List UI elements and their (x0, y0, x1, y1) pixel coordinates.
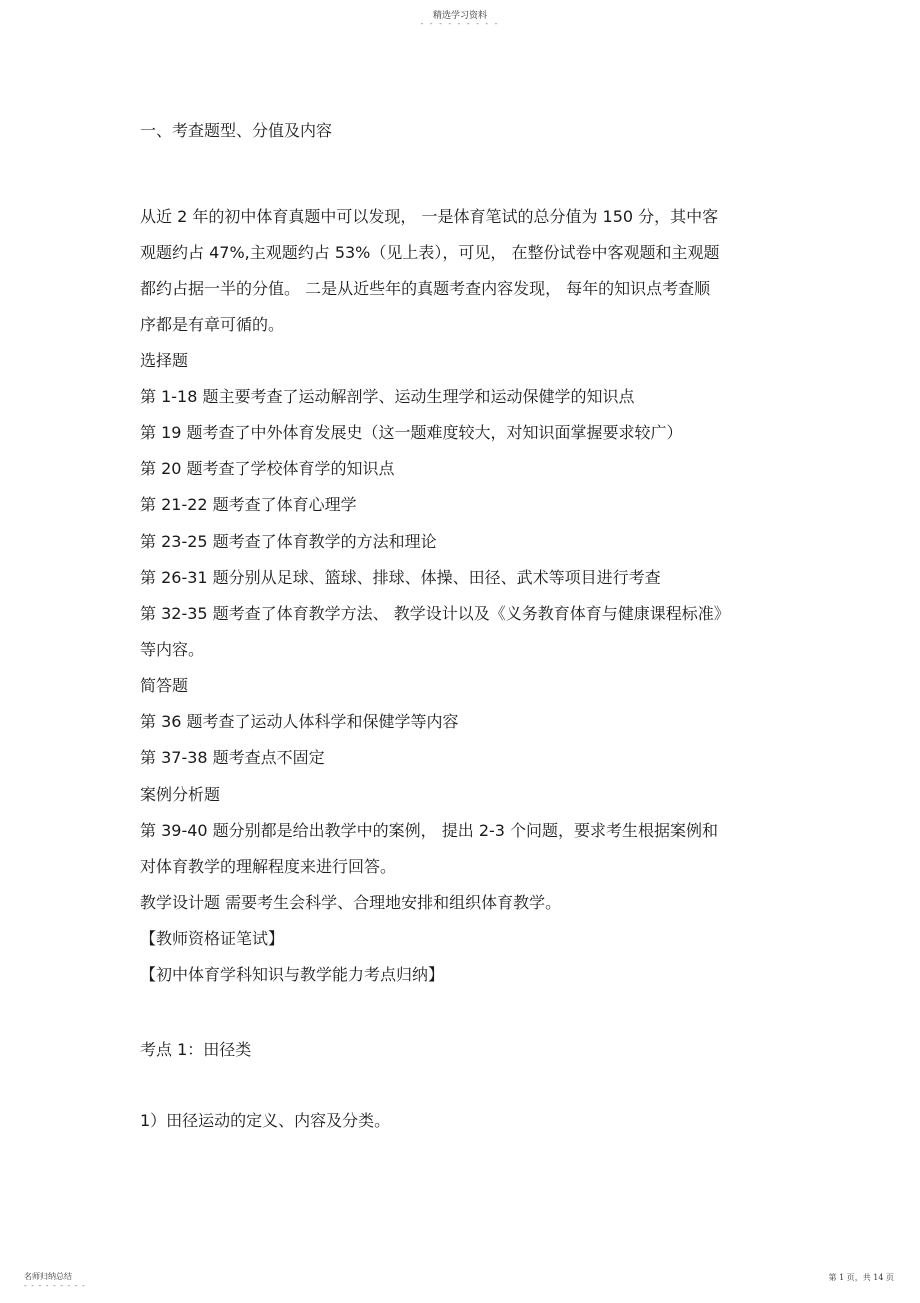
page-number: 第 1 页，共 14 页 (828, 1273, 894, 1282)
list-item: 等内容。 (140, 640, 205, 659)
list-item: 第 21-22 题考查了体育心理学 (140, 495, 357, 514)
list-item: 第 26-31 题分别从足球、篮球、排球、体操、田径、武术等项目进行考查 (140, 568, 661, 587)
list-item: 【教师资格证笔试】 (140, 929, 285, 948)
list-item: 对体育教学的理解程度来进行回答。 (140, 857, 397, 876)
list-item: 第 37-38 题考查点不固定 (140, 748, 325, 767)
list-item: 选择题 (140, 351, 189, 370)
paragraph-line-1: 从近 2 年的初中体育真题中可以发现， 一是体育笔试的总分值为 150 分，其中客 (140, 207, 719, 226)
list-item: 教学设计题 需要考生会科学、合理地安排和组织体育教学。 (140, 893, 562, 912)
list-item: 【初中体育学科知识与教学能力考点归纳】 (140, 965, 445, 984)
list-item: 案例分析题 (140, 785, 221, 804)
sub-item: 1）田径运动的定义、内容及分类。 (140, 1111, 391, 1130)
list-item: 第 32-35 题考查了体育教学方法、 教学设计以及《义务教育体育与健康课程标准》 (140, 604, 730, 623)
header-dashes: - - - - - - - - - (420, 19, 500, 28)
paragraph-line-3: 都约占据一半的分值。 二是从近些年的真题考查内容发现， 每年的知识点考查顺 (140, 279, 711, 298)
paragraph-line-2: 观题约占 47%,主观题约占 53%（见上表），可见， 在整份试卷中客观题和主观题 (140, 243, 720, 262)
list-item: 第 36 题考查了运动人体科学和保健学等内容 (140, 712, 459, 731)
list-item: 第 20 题考查了学校体育学的知识点 (140, 459, 395, 478)
footer-left (24, 1271, 86, 1290)
footer-left-dashes: - - - - - - - - - (24, 1281, 86, 1290)
paragraph-line-4: 序都是有章可循的。 (140, 315, 285, 334)
section-heading: 一、考查题型、分值及内容 (140, 121, 333, 140)
list-item: 第 39-40 题分别都是给出教学中的案例， 提出 2-3 个问题，要求考生根据案例和 (140, 821, 719, 840)
header-title: 精选学习资料 (432, 11, 487, 21)
kaodian-heading: 考点 1：田径类 (140, 1040, 252, 1059)
list-item: 第 23-25 题考查了体育教学的方法和理论 (140, 532, 437, 551)
list-item: 简答题 (140, 676, 189, 695)
footer-left-label: 名师归纳总结 (24, 1272, 72, 1281)
page-header (0, 8, 920, 28)
list-item: 第 19 题考查了中外体育发展史（这一题难度较大，对知识面掌握要求较广） (140, 423, 683, 442)
list-item: 第 1-18 题主要考查了运动解剖学、运动生理学和运动保健学的知识点 (140, 387, 635, 406)
